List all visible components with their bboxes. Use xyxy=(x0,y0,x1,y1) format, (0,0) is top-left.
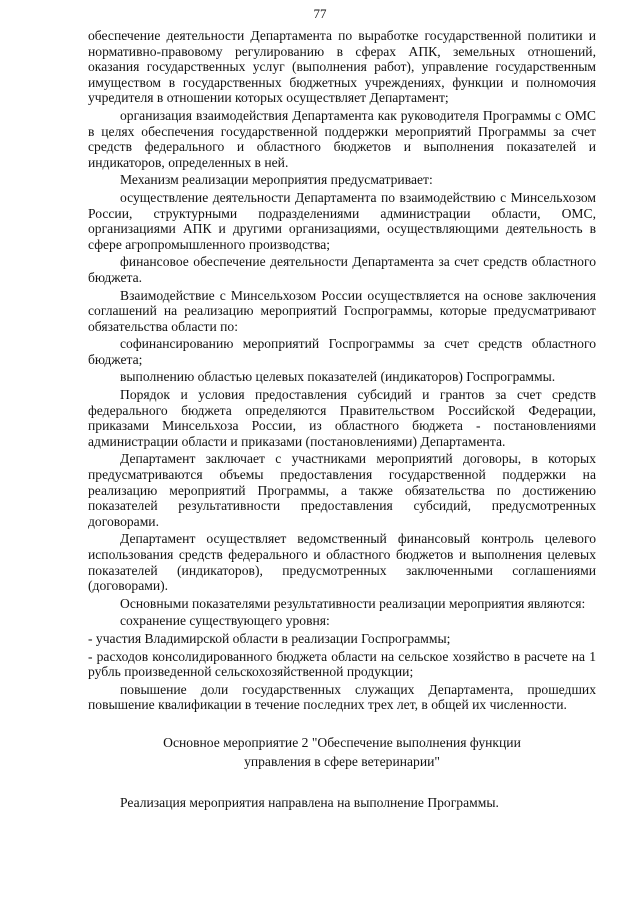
document-body xyxy=(88,28,596,813)
paragraph-16: повышение доли государственных служащих Департамента, прошедших повышение квалификации в течение последних трех лет, в общей их численности. xyxy=(88,681,596,713)
paragraph-12: Основными показателями результативности реализации мероприятия являются: xyxy=(120,595,586,611)
paragraph-15: - расходов консолидированного бюджета области на сельское хозяйство в расчете на 1 рубль произведенной сельскохозяйственной продукции; xyxy=(88,648,596,680)
paragraph-14: - участия Владимирской области в реализации Госпрограммы; xyxy=(88,630,451,646)
paragraph-1: обеспечение деятельности Департамента по выработке государственной политики и нормативно-правовому регулированию в сферах АПК, земельных отношений, оказания государственных услуг (выполнения работ), управление государственным имуществом в государственных бюджетных учреждениях, функции и полномочия учредителя в отношении которых осуществляет Департамент; xyxy=(88,28,596,106)
paragraph-11: Департамент осуществляет ведомственный финансовый контроль целевого использования средств федерального и областного бюджетов и выполнения целевых показателей (индикаторов), предусмотренных заключенными соглашениями (договорами). xyxy=(88,531,596,594)
paragraph-13: сохранение существующего уровня: xyxy=(120,613,330,629)
paragraph-4: осуществление деятельности Департамента по взаимодействию с Минсельхозом России, структурными подразделениями администрации области, ОМС, организациями АПК и другими организациями, осуществляющими деятельность в сфере агропромышленного производства; xyxy=(88,189,596,252)
final-paragraph: Реализация мероприятия направлена на выполнение Программы. xyxy=(120,794,499,810)
paragraph-10: Департамент заключает с участниками мероприятий договоры, в которых предусматриваются объемы предоставления государственной поддержки на реализацию мероприятий Программы, а также обязательства по достижению показателей результативности предоставления субсидий, предусмотренных договорами. xyxy=(88,451,596,529)
paragraph-3: Механизм реализации мероприятия предусматривает: xyxy=(120,172,433,188)
page-number: 77 xyxy=(313,6,327,21)
paragraph-7: софинансированию мероприятий Госпрограммы за счет средств областного бюджета; xyxy=(88,336,596,367)
paragraph-8: выполнению областью целевых показателей (индикаторов) Госпрограммы. xyxy=(120,369,556,385)
paragraph-6: Взаимодействие с Минсельхозом России осуществляется на основе заключения соглашений на реализацию мероприятий Госпрограммы, которые предусматривают обязательства области по: xyxy=(88,287,596,334)
section-heading-line-1: Основное мероприятие 2 "Обеспечение выполнения функции xyxy=(163,734,521,750)
paragraph-9: Порядок и условия предоставления субсидий и грантов за счет средств федерального бюджета определяются Правительством Российской Федерации, приказами Минсельхоза России, из областного бюджета - постановлениями администрации области и приказами (постановлениями) Департамента. xyxy=(88,387,596,449)
paragraph-2: организация взаимодействия Департамента как руководителя Программы с ОМС в целях обеспечения государственной поддержки мероприятий Программы за счет средств федерального и областного бюджетов и выполнения показателей и индикаторов, определенных в ней. xyxy=(88,107,596,170)
section-heading xyxy=(88,733,596,771)
paragraph-5: финансовое обеспечение деятельности Департамента за счет средств областного бюджета. xyxy=(88,254,596,285)
section-heading-line-2: управления в сфере ветеринарии" xyxy=(244,753,440,769)
